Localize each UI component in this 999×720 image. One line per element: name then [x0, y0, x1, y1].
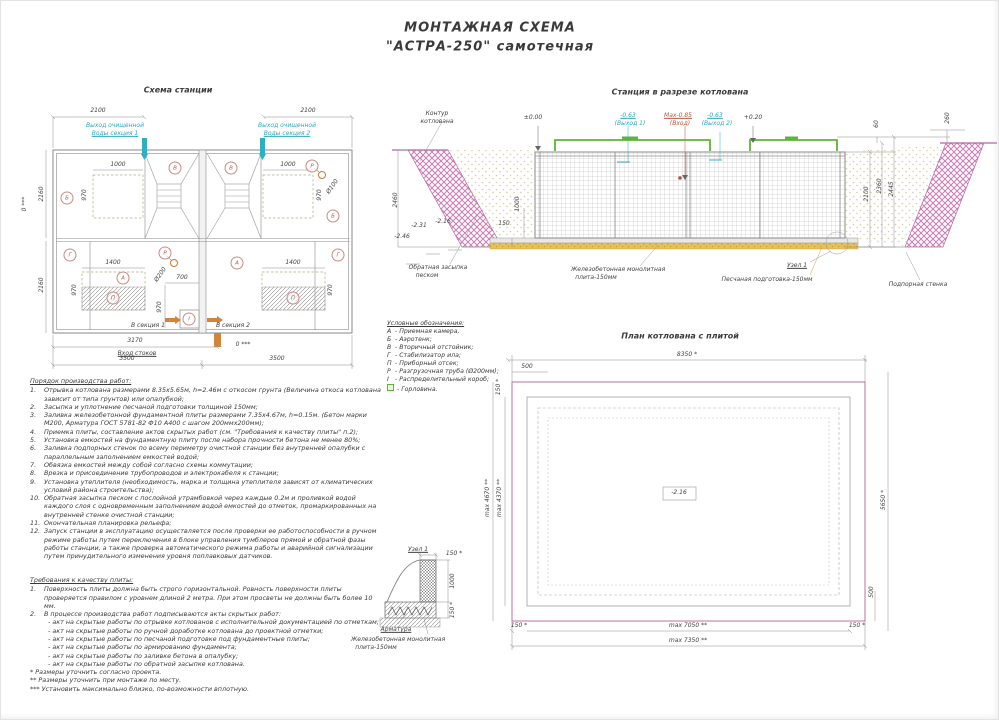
- dim-2100-right: 2100: [300, 106, 316, 114]
- room-A1: А: [117, 272, 130, 285]
- dim-7050: max 7050 **: [668, 621, 708, 629]
- quality-act: - акт на скрытые работы по армированию фундамента;: [48, 643, 237, 652]
- dim-2460: 2460: [391, 192, 399, 208]
- work-order-block: [30, 377, 384, 561]
- room-G2: Г: [332, 249, 345, 262]
- node-dim-150-top: 150 *: [445, 549, 463, 557]
- level-zero-left: 0 ***: [20, 196, 28, 212]
- level-out2-note: (Выход 2): [701, 119, 733, 127]
- rebar-label: Арматура: [380, 625, 412, 633]
- dim-4370: max 4370 **: [495, 478, 503, 518]
- dim-2160-upper: 2160: [37, 186, 45, 202]
- collars: [555, 137, 837, 152]
- outlet1-label-2: Воды секция 1: [91, 129, 139, 137]
- quality-item: 2. В процессе производства работ подписываются акты скрытых работ:: [30, 610, 282, 619]
- room-B2: Б: [327, 210, 340, 223]
- work-order-item: 11. Окончательная планировка рельефа;: [30, 519, 172, 528]
- outlet1-label-1: Выход очищенной: [85, 121, 145, 129]
- level-inlet: Max-0.85: [664, 111, 692, 119]
- level-m216: -2.16: [435, 217, 451, 225]
- dim-2100-left: 2100: [90, 106, 106, 114]
- dim-1400-left: 1400: [105, 258, 121, 266]
- level-zero: ±0.00: [523, 113, 543, 121]
- dim-150-bl: 150 *: [510, 621, 528, 629]
- outlet2-label-2: Воды секция 2: [263, 129, 311, 137]
- footnote: * Размеры уточнить согласно проекта.: [30, 668, 162, 676]
- dim-1000-left: 1000: [110, 160, 126, 168]
- dim-8350: 8350 *: [676, 350, 698, 358]
- quality-block: [30, 576, 384, 668]
- dim-970-center: 970: [155, 301, 163, 313]
- quality-act: - акт на скрытые работы по песчаной подготовке под фундаментные плиты;: [48, 635, 311, 644]
- dim-o100: Ø100: [324, 177, 340, 196]
- dim-3500-left: 3500: [119, 354, 135, 362]
- dim-7350: max 7350 **: [668, 636, 708, 644]
- footnote: ** Размеры уточнить при монтаже по месту.: [30, 676, 182, 685]
- room-G1: Г: [64, 249, 77, 262]
- dim-500-top: 500: [521, 362, 533, 370]
- station-scheme-panel: [15, 82, 387, 382]
- slab-label-1: Железобетонная монолитная: [570, 265, 666, 273]
- sand-prep-label: Песчаная подготовка-150мм: [721, 275, 813, 283]
- legend-item: В - Вторичный отстойник;: [387, 344, 474, 351]
- work-order-item: 5. Установка емкостей на фундаментную плиту после набора прочности бетона не менее 80%;: [30, 436, 361, 445]
- footnotes: [30, 668, 384, 693]
- legend-item: Г - Стабилизатор ила;: [387, 352, 461, 359]
- sand-prep-layer: [490, 243, 858, 249]
- level-out1-note: (Выход 1): [614, 119, 646, 127]
- dim-4670: max 4670 **: [483, 478, 491, 518]
- room-P2: П: [287, 292, 300, 305]
- dim-1000-right: 1000: [280, 160, 296, 168]
- pit-plan-title: План котлована с плитой: [621, 331, 739, 341]
- quality-act: - акт на скрытые работы по отрывке котлованов с исполнительной документацией по отметкам;: [48, 618, 379, 627]
- plan-level-m216: -2.16: [671, 488, 687, 496]
- backfill-label-1: Обратная засыпка: [408, 263, 468, 271]
- contour-label-1: Контур: [425, 109, 449, 117]
- legend-title: Условные обозначения:: [387, 320, 465, 327]
- room-P1: П: [107, 292, 120, 305]
- node-detail-title: Узел 1: [407, 545, 429, 553]
- level-inlet-note: (Вход): [669, 119, 691, 127]
- to-section1-label: В секция 1: [131, 321, 165, 329]
- dim-3500-right: 3500: [269, 354, 285, 362]
- legend-item: Б - Аэротенк;: [387, 336, 432, 343]
- station-footprint: [527, 397, 850, 606]
- level-out1: -0.63: [620, 111, 636, 119]
- retaining-wall-label: Подпорная стенка: [888, 280, 948, 288]
- dim-3170: 3170: [127, 336, 143, 344]
- work-order-item: 2. Засыпка и уплотнение песчаной подготовки толщиной 150мм;: [30, 402, 258, 411]
- dim-2100-sec: 2100: [862, 186, 870, 202]
- legend-item: I - Распределительный короб;: [387, 376, 490, 383]
- quality-act: - акт на скрытые работы по ручной доработке котлована до проектной отметки;: [48, 626, 324, 635]
- room-R2: Р: [306, 160, 319, 173]
- station-scheme-drawing: [15, 82, 387, 382]
- room-A2: А: [231, 257, 244, 270]
- section-view-title: Станция в разрезе котлована: [611, 87, 749, 97]
- work-order-item: 7. Обвязка емкостей между собой согласно схемы коммутации;: [30, 460, 254, 469]
- dim-500-bottomright: 500: [867, 586, 875, 598]
- dim-970-lr: 970: [326, 284, 334, 296]
- station-scheme-title: Схема станции: [143, 85, 213, 95]
- dim-2160-lower: 2160: [37, 277, 45, 293]
- dim-150-topleft: 150 *: [494, 378, 502, 396]
- dim-1000-sec: 1000: [513, 196, 521, 212]
- room-V1: В: [169, 162, 182, 175]
- work-order-item: 4. Приемка плиты, составление актов скрытых работ (см. "Требования к качеству плиты" п.2);: [30, 427, 359, 436]
- work-order-item: 3. Заливка железобетонной фундаментной плиты размерами 7.35х4.67м, h=0.15м. (Бетон марки М200, Арматура ГОСТ 5781-82 Ф10 А400 с шагом 200ммх200мм);: [30, 411, 367, 428]
- main-title: МОНТАЖНАЯ СХЕМА: [404, 20, 576, 36]
- dim-2360: 2360: [875, 178, 883, 194]
- dim-5650: 5650 *: [879, 489, 887, 511]
- work-order-item: 8. Врезка и присоединение трубопроводов и электрокабеля к станции;: [30, 469, 279, 478]
- node-slab-label-2: плита-150мм: [355, 643, 397, 651]
- dim-2445: 2445: [887, 181, 895, 197]
- collar-icon: [387, 384, 394, 391]
- dim-60: 60: [872, 120, 880, 128]
- dim-260: 260: [943, 112, 951, 124]
- pit-bottom-dashed: [548, 418, 829, 585]
- work-order-title: Порядок производства работ:: [30, 377, 132, 385]
- footnote: *** Установить максимально близко, по-возможности вплотную.: [30, 684, 250, 693]
- level-m246: -2.46: [394, 232, 410, 240]
- contour-label-2: котлована: [420, 117, 454, 125]
- dim-970-ll: 970: [70, 284, 78, 296]
- section-view-panel: [390, 82, 999, 312]
- pit-edge-dashed: [538, 408, 839, 595]
- room-I: I: [183, 313, 196, 326]
- inlet-label: Вход стоков: [117, 349, 157, 357]
- quality-title: Требования к качеству плиты:: [30, 576, 134, 584]
- legend-item: Р - Разгрузочная труба (Ø200мм);: [387, 368, 499, 375]
- dim-150-br: 150 *: [848, 621, 866, 629]
- concrete-slab: [490, 238, 858, 243]
- room-V2: В: [225, 162, 238, 175]
- node-slab-label-1: Железобетонная монолитная: [350, 635, 446, 643]
- dim-150-sec: 150: [498, 219, 510, 227]
- room-R1: Р: [159, 247, 172, 260]
- level-m231: -2.31: [411, 221, 427, 229]
- quality-act: - акт на скрытые работы по обратной засыпке котлована.: [48, 659, 245, 668]
- dim-970-ur: 970: [315, 189, 323, 201]
- node-dim-150-bot: 150 *: [448, 601, 456, 619]
- dim-970-ul: 970: [80, 189, 88, 201]
- dim-1400-right: 1400: [285, 258, 301, 266]
- quality-act: - акт на скрытые работы по заливке бетона в опалубку;: [48, 651, 239, 660]
- to-section2-label: В секция 2: [216, 321, 250, 329]
- backfill-label-2: песком: [415, 271, 439, 279]
- main-subtitle: "АСТРА-250" самотечная: [385, 39, 595, 55]
- level-zero-bottom: 0 ***: [235, 340, 251, 348]
- room-B1: Б: [61, 192, 74, 205]
- outlet2-label-1: Выход очищенной: [257, 121, 317, 129]
- node1-ref-label: Узел 1: [786, 261, 808, 269]
- legend-item: А - Приемная камера,: [387, 328, 460, 335]
- slab-section: [385, 602, 436, 618]
- legend-item: - Горловина.: [387, 384, 512, 394]
- node-dim-1000: 1000: [448, 573, 456, 589]
- work-order-item: 12. Запуск станции в эксплуатацию осуществляется после проверки ее работоспособности в ручном режиме работы путем переключения в блоке управления тумблеров прямой и обратной фазы работы станции, а также проверка автоматического режима работы и аварийной сигнализации путем принудительного изменения уровня поплавковых датчиков.: [30, 527, 377, 561]
- level-out2: -0.63: [707, 111, 723, 119]
- work-order-item: 1. Отрывка котлована размерами 8.35х5.65м, h=2.46м с откосом грунта (Величина откоса котлована зависит от типа грунтов) или опалубкой;: [30, 386, 381, 403]
- retaining-wall-section: [420, 560, 436, 602]
- work-order-item: 6. Заливка подпорных стенок по всему периметру очистной станции без внутренней опалубки с параллельным заполнением емкостей водой;: [30, 444, 366, 461]
- legend-item: П - Приборный отсек;: [387, 360, 459, 367]
- work-order-item: 9. Установка утеплителя (необходимость, марка и толщина утеплителя зависят от климатических условий района строительства);: [30, 477, 373, 494]
- dim-700: 700: [176, 273, 188, 281]
- level-plus020: +0.20: [743, 113, 763, 121]
- dim-o200: Ø200: [152, 265, 168, 284]
- slab-label-2: плита-150мм: [575, 273, 617, 281]
- work-order-item: 10. Обратная засыпка песком с послойной утрамбовкой через каждые 0.2м и проливкой водой каждого слоя с одновременным заполнением водой емкостей до отметок, промаркированных на внутренней стенке очистной станции;: [30, 494, 377, 519]
- quality-item: 1. Поверхность плиты должна быть строго горизонтальной. Ровность поверхности плиты проверяется правилом с уровнем длиной 2 метра. При этом просветы не должны быть более 10 мм.: [30, 585, 373, 610]
